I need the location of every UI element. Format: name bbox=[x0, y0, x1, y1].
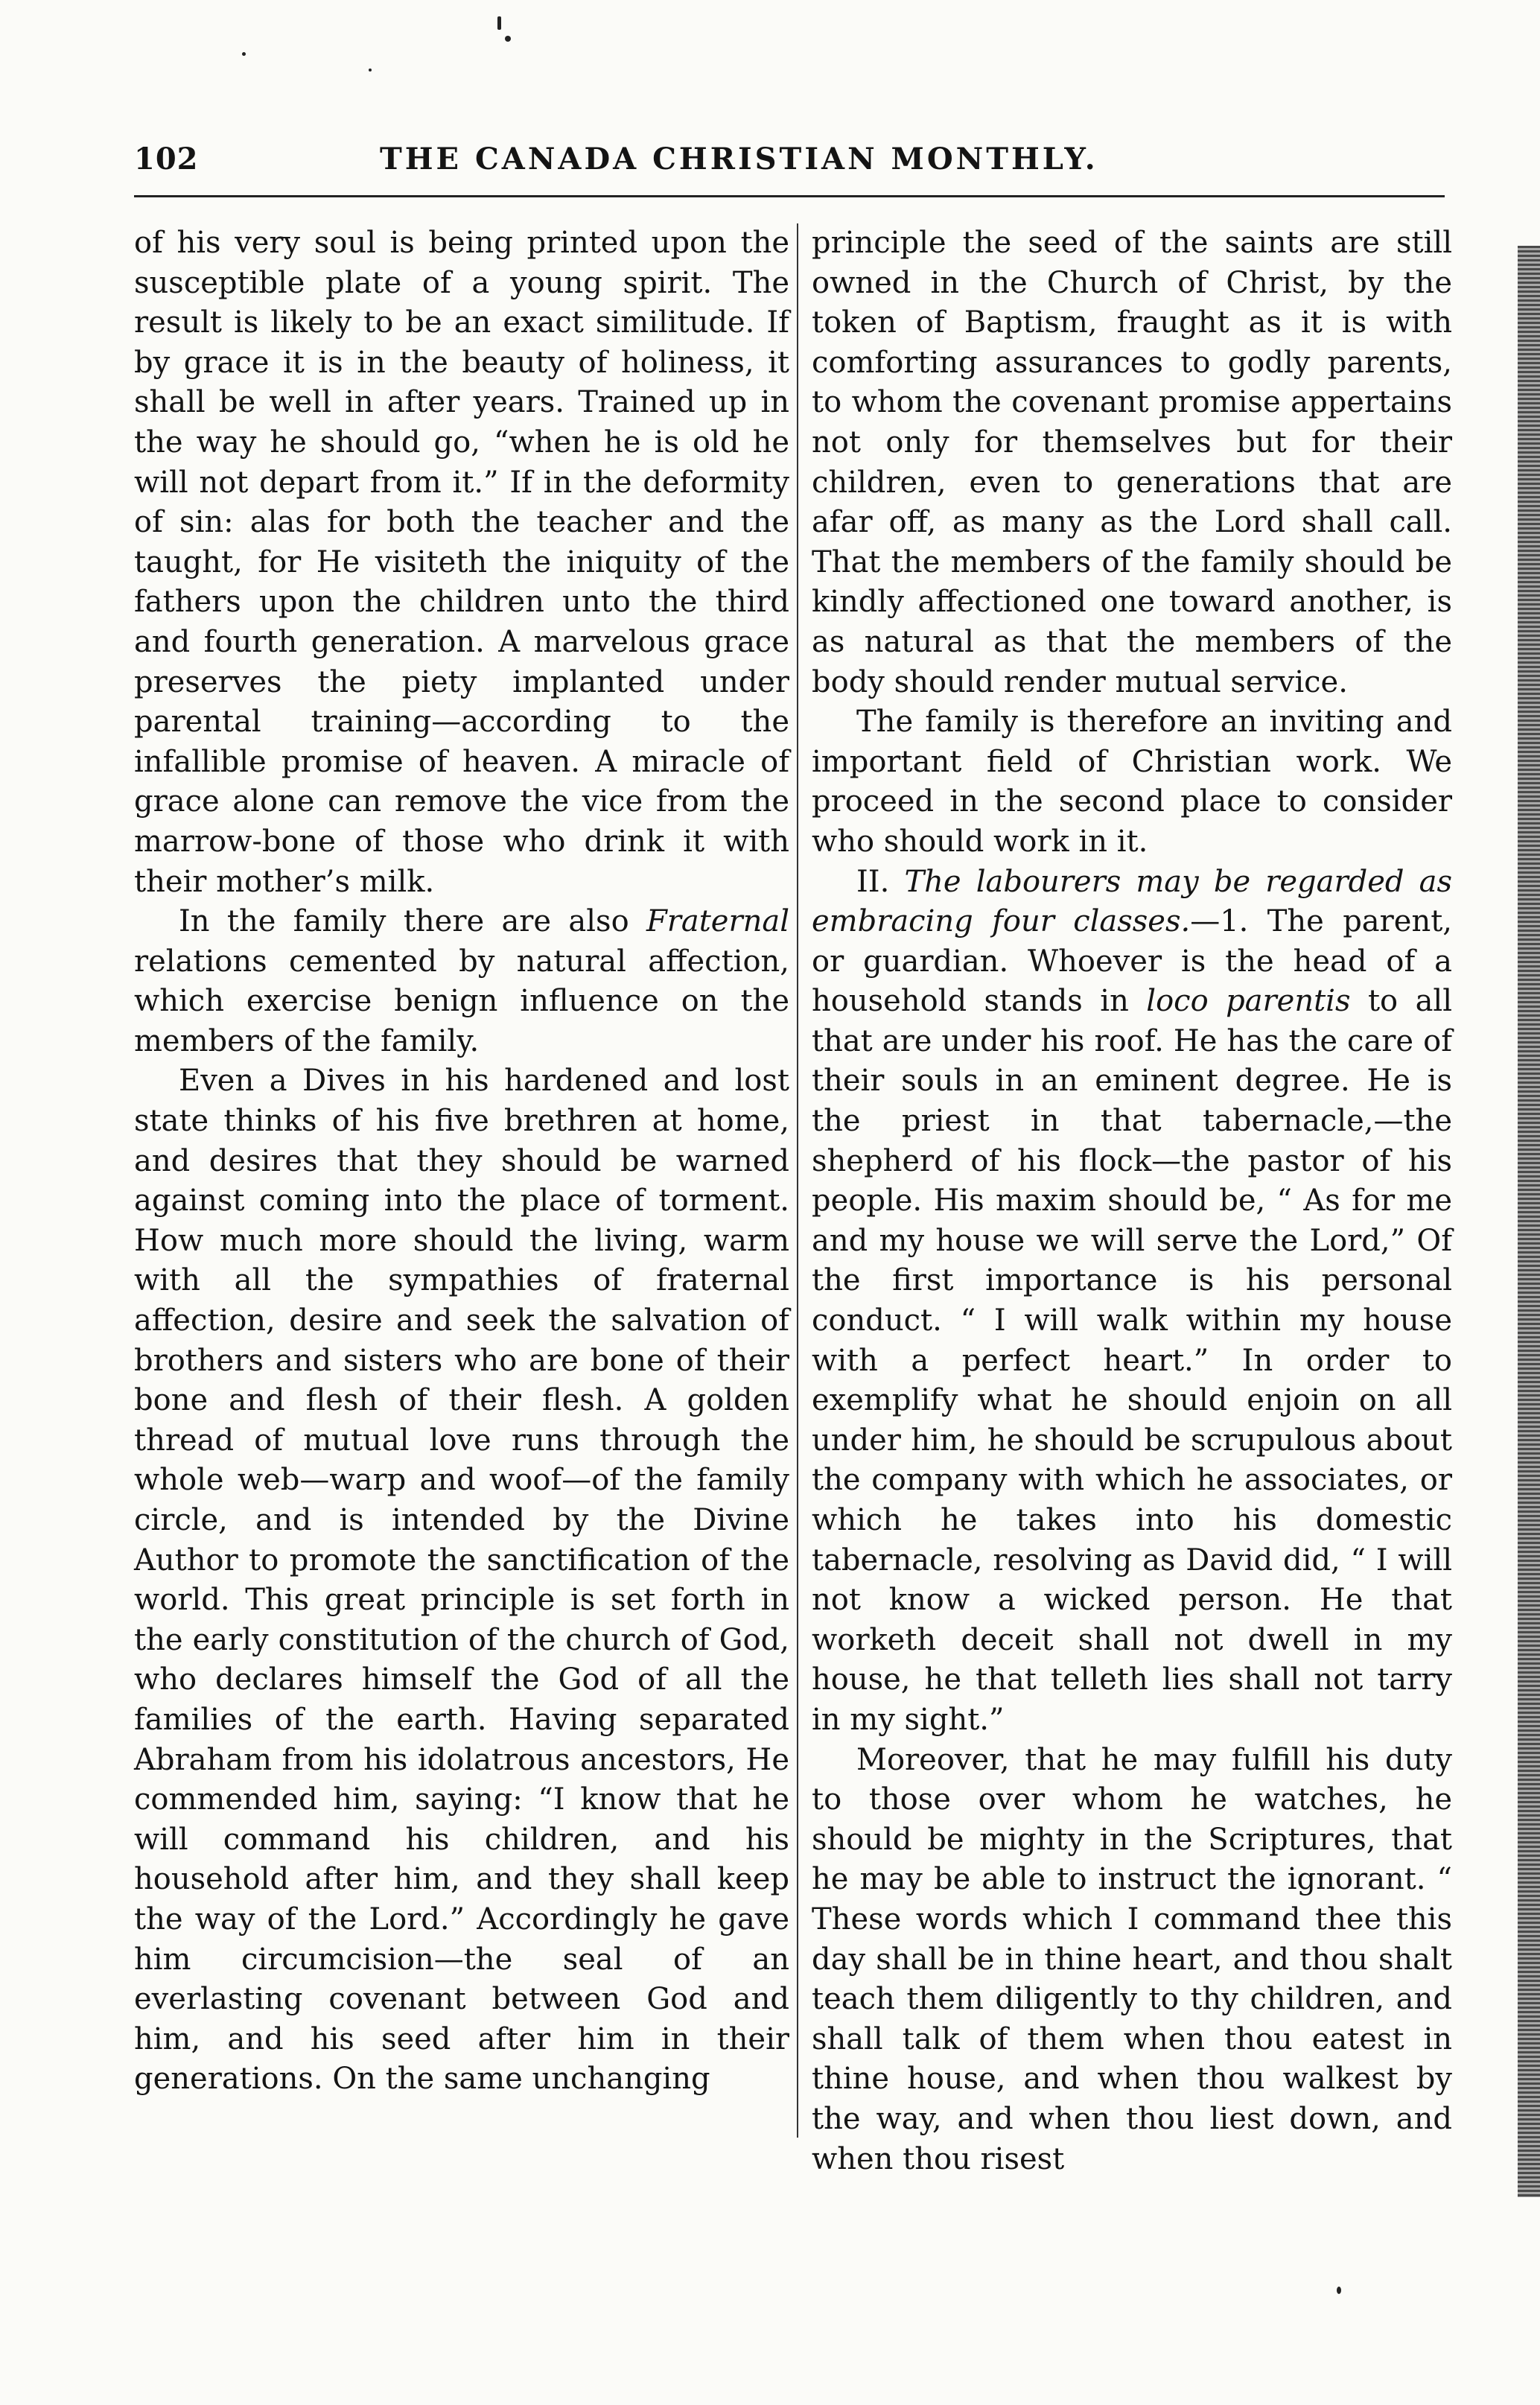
paragraph: Moreover, that he may fulfill his duty to those over whom he watches, he should be mighty in the Scriptures, that he may be able to instruct the ignorant. “ These words which I command thee this day shall be in thine heart, and thou shalt teach them diligently to thy children, and shall talk of them when thou eatest in thine house, and when thou walkest by the way, and when thou liest down, and when thou risest bbox=[812, 1742, 1452, 2176]
scan-edge-strip bbox=[1518, 246, 1540, 2197]
emphasis-text: loco parentis bbox=[1146, 984, 1351, 1019]
header-rule bbox=[134, 195, 1445, 197]
ink-speck bbox=[242, 52, 246, 56]
paragraph-text: —1. The parent, or guardian. Whoever is the head of a household stands in bbox=[812, 904, 1452, 1019]
paragraph: of his very soul is being printed upon the susceptible plate of a young spirit. The result is likely to be an exact similitude. If by grace it is in the beauty of holiness, it shall be well in after years. Trained up in the way he should go, “when he is old he will not depart from it.” If in the deformity of sin: alas for both the teacher and the taught, for He visiteth the iniquity of the fathers upon the children unto the third and fourth generation. A marvelous grace preserves the piety implanted under parental training—according to the infallible promise of heaven. A miracle of grace alone can remove the vice from the marrow-bone of those who drink it with their mother’s milk. bbox=[134, 226, 789, 899]
paragraph: The family is therefore an inviting and important field of Christian work. We proceed in the second place to consider who should work in it. bbox=[812, 705, 1452, 859]
page-header bbox=[134, 142, 1445, 194]
emphasis-text: Fraternal bbox=[646, 904, 789, 939]
paragraph-text: In the family there are also bbox=[179, 904, 646, 939]
paragraph: principle the seed of the saints are still owned in the Church of Christ, by the token of Baptism, fraught as it is with comforting assurances to godly parents, to whom the covenant promise appertains not only for themselves but for their children, even to generations that are afar off, as many as the Lord shall call. That the members of the family should be kindly affectioned one toward another, is as natural as that the members of the body should render mutual service. bbox=[812, 226, 1452, 699]
ink-speck bbox=[1337, 2287, 1341, 2294]
paragraph-text: relations cemented by natural affection, which exercise benign influence on the members of the family. bbox=[134, 944, 789, 1058]
running-title: THE CANADA CHRISTIAN MONTHLY. bbox=[380, 142, 1098, 177]
paragraph-text: to all that are under his roof. He has the care of their souls in an eminent degree. He is the priest in that tabernacle,—the shepherd of his flock—the pastor of his people. His maxim should be, “ As for me and my house we will serve the Lord,” Of the first importance is his personal conduct. “ I will walk within my house with a perfect heart.” In order to exemplify what he should enjoin on all under him, he should be scrupulous about the company with which he associates, or which he takes into his domestic tabernacle, resolving as David did, “ I will not know a wicked person. He that worketh deceit shall not dwell in my house, he that telleth lies shall not tarry in my sight.” bbox=[812, 984, 1452, 1737]
section-numeral: II. bbox=[856, 864, 905, 899]
page-number: 102 bbox=[134, 142, 199, 177]
left-column bbox=[134, 223, 789, 2100]
paragraph bbox=[812, 862, 1452, 1741]
ink-speck bbox=[497, 16, 501, 30]
ink-speck bbox=[505, 36, 511, 42]
paragraph bbox=[134, 902, 789, 1061]
paragraph: Even a Dives in his hardened and lost state thinks of his five brethren at home, and desires that they should be warned against coming into the place of torment. How much more should the living, warm with all the sympathies of fraternal affection, desire and seek the salvation of brothers and sisters who are bone of their bone and flesh of their flesh. A golden thread of mutual love runs through the whole web—warp and woof—of the family circle, and is intended by the Divine Author to promote the sanctification of the world. This great principle is set forth in the early constitution of the church of God, who declares himself the God of all the families of the earth. Having separated Abraham from his idolatrous ancestors, He commended him, saying: “I know that he will command his children, and his household after him, and they shall keep the way of the Lord.” Accordingly he gave him circumcision—the seal of an everlasting covenant between God and him, and his seed after him in their generations. On the same unchanging bbox=[134, 1064, 789, 2097]
column-rule bbox=[797, 223, 798, 2138]
right-column bbox=[812, 223, 1452, 2179]
ink-speck bbox=[369, 69, 372, 72]
emphasis-text: The labourers may be regarded as embracing four classes. bbox=[812, 864, 1453, 939]
